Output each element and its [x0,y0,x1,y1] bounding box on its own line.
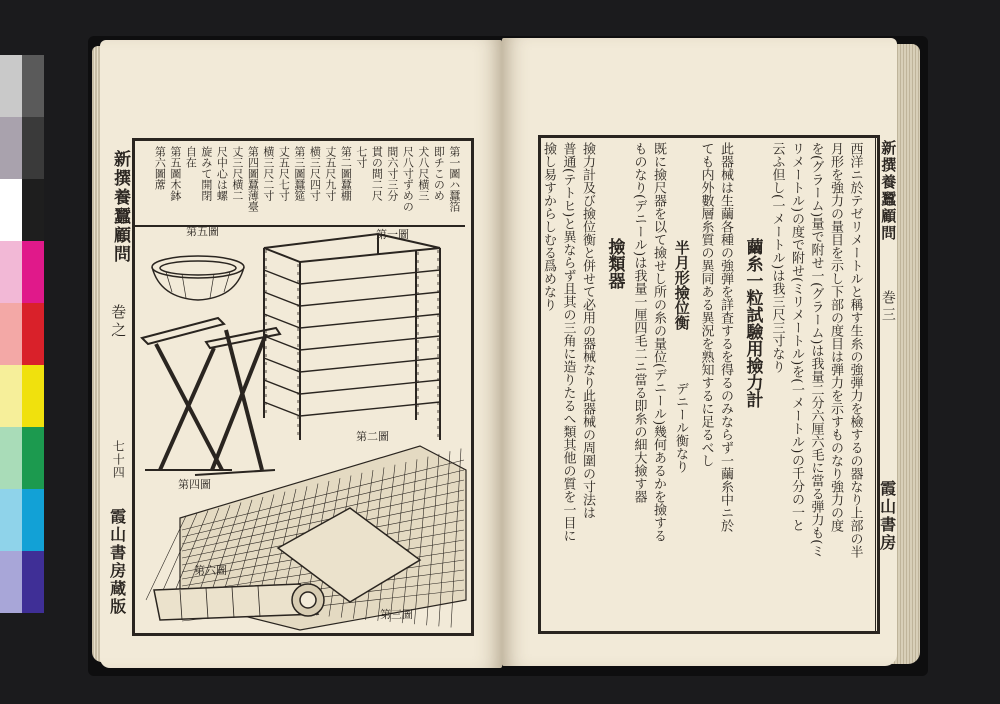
legend-line: 尺中心は螺 [215,146,229,201]
legend-line: 即チこのめ [432,146,446,201]
wooden-bowl-illustration [152,256,244,300]
legend-line: 第三圖蠶筵 [292,146,306,201]
text-column: ものなり(デニール)は我量一厘四毛二ニ當る即糸の細大撿す器 [631,142,647,504]
figure-label-5: 第五圖 [186,225,219,238]
text-column: 云ふ但し(一メートル)は我三尺三寸なり [769,142,785,374]
text-column: 半月形撿位衡 [672,240,691,330]
page-number: 七十四 [111,440,126,479]
legend-line: 丈五尺七寸 [277,146,291,201]
figure-label-4: 第四圖 [178,478,211,491]
right-publisher-mark: 霞山書房 [877,480,897,552]
legend-line: 七寸 [354,146,368,168]
legend-line: 第一圖ハ蠶箔 [447,146,461,212]
text-column: 西洋ニ於テゼリメートルと稱す生糸の強弾力を檢するの器なり上部の半 [847,142,863,558]
text-column: 既に撿尺器を以て撿せし所の糸の量位(デニール)幾何あるかを撿する [651,142,667,543]
text-column: 撿力計及び撿位衡と併せて必用の器械なり此器械の周圍の寸法は [580,142,596,519]
text-column: リメートル)の度で附せ(ミリメートル)を(一メートル)の千分の一と [789,142,805,532]
legend-line: 第四圖蠶薄臺 [246,146,260,212]
legend-line: 横三尺二寸 [261,146,275,201]
text-column: 撿し易すからしむる爲めなり [541,142,557,311]
legend-line: 貫の間二尺 [370,146,384,201]
legend-line: 横三尺四寸 [308,146,322,201]
legend-line: 旋みて開閉 [199,146,213,201]
text-column: 普通(テトヒ)と異ならず且其の三角に造りたるへ類其他の質を一目に [560,142,576,543]
legend-line: 丈三尺横二 [230,146,244,201]
right-margin-title: 新撰養蠶顧問 [879,140,898,242]
legend-line: 第二圖蠶棚 [339,146,353,201]
figure-label-6: 第六圖 [194,564,227,577]
right-margin-volume: 巻三 [879,290,896,324]
text-column: 繭糸一粒試驗用撿力計 [742,238,763,408]
text-column: デニール衡なり [673,382,689,473]
figure-label-3: 第三圖 [380,608,413,621]
left-margin-title: 新撰養蠶顧問 [109,150,130,264]
text-column: を(グラーム)量で附せ一(グラーム)は我量二分六厘六毛に當る弾力も(ミ [808,142,824,558]
figure-label-2: 第二圖 [356,430,389,443]
legend-line: 尺八寸ずめの [401,146,415,212]
legend-line: 第五圖木鉢 [168,146,182,201]
text-column: ても内外數層糸質の異同ある異況を熟知するに足るべし [698,142,714,467]
legend-line: 第六圖蓆 [153,146,167,190]
text-column: 此器械は生繭各種の強弾を詳査するを得るのみならず一繭糸中ニ於 [718,142,734,532]
legend-line: 犬八尺横三 [416,146,430,201]
legend-line: 丈五尺九寸 [323,146,337,201]
figure-label-1: 第一圖 [376,228,409,241]
left-margin-volume: 巻之 [109,304,128,340]
left-publisher-mark: 霞山書房蔵版 [107,508,127,616]
text-column: 月形を強力の量目を示し下部の度目は弾力を示すものなり強力の度 [828,142,844,532]
folding-stand-illustration [142,318,280,475]
legend-line: 自在 [184,146,198,168]
legend-line: 間六寸三分 [385,146,399,201]
text-column: 撿類器 [604,238,625,289]
rack-illustration [264,234,440,440]
